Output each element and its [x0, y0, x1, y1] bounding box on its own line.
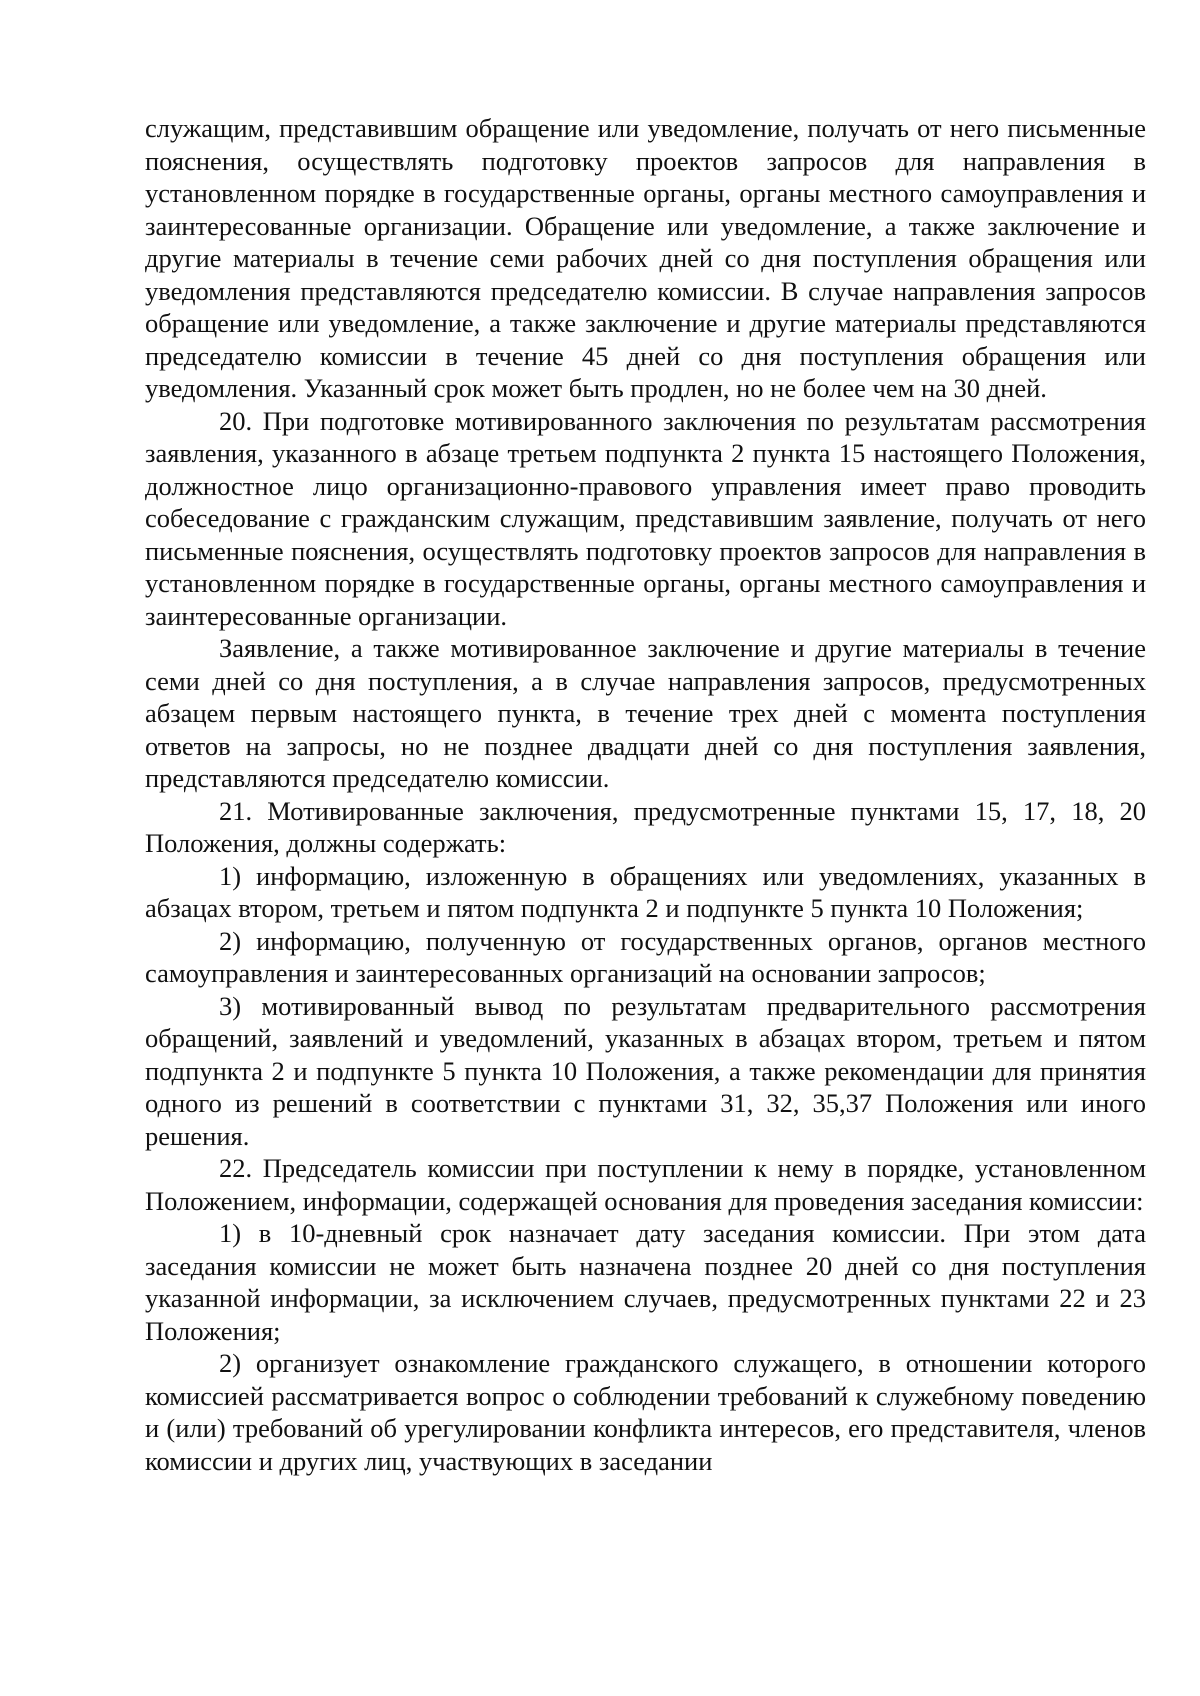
paragraph-item-22-1: 1) в 10-дневный срок назначает дату заседания комиссии. При этом дата заседания комиссии не может быть назначена позднее 20 дней со дня поступления указанной информации, за исключением случаев, предусмотренных пунктами 22 и 23 Положения;	[145, 1218, 1146, 1346]
paragraph-item-21-2: 2) информацию, полученную от государственных органов, органов местного самоуправления и заинтересованных организаций на основании запросов;	[145, 925, 1146, 988]
paragraph-continuation: служащим, представившим обращение или уведомление, получать от него письменные пояснения, осуществлять подготовку проектов запросов для направления в установленном порядке в государственные органы, органы местного самоуправления и заинтересованные организации. Обращение или уведомление, а также заключение и другие материалы в течение семи рабочих дней со дня поступления обращения или уведомления представляются председателю комиссии. В случае направления запросов обращение или уведомление, а также заключение и другие материалы представляются председателю комиссии в течение 45 дней со дня поступления обращения или уведомления. Указанный срок может быть продлен, но не более чем на 30 дней.	[145, 113, 1146, 403]
paragraph-item-21-3: 3) мотивированный вывод по результатам предварительного рассмотрения обращений, заявлений и уведомлений, указанных в абзацах втором, третьем и пятом подпункта 2 и подпункте 5 пункта 10 Положения, а также рекомендации для принятия одного из решений в соответствии с пунктами 31, 32, 35,37 Положения или иного решения.	[145, 990, 1146, 1151]
paragraph-item-21-1: 1) информацию, изложенную в обращениях или уведомлениях, указанных в абзацах втором, третьем и пятом подпункта 2 и подпункте 5 пункта 10 Положения;	[145, 860, 1146, 923]
paragraph-statement: Заявление, а также мотивированное заключение и другие материалы в течение семи дней со дня поступления, а в случае направления запросов, предусмотренных абзацем первым настоящего пункта, в течение трех дней с момента поступления ответов на запросы, но не позднее двадцати дней со дня поступления заявления, представляются председателю комиссии.	[145, 633, 1146, 793]
document-page	[145, 112, 1146, 1477]
paragraph-item-21: 21. Мотивированные заключения, предусмотренные пунктами 15, 17, 18, 20 Положения, должны содержать:	[145, 795, 1146, 858]
paragraph-item-22: 22. Председатель комиссии при поступлении к нему в порядке, установленном Положением, информации, содержащей основания для проведения заседания комиссии:	[145, 1153, 1146, 1216]
paragraph-item-20: 20. При подготовке мотивированного заключения по результатам рассмотрения заявления, указанного в абзаце третьем подпункта 2 пункта 15 настоящего Положения, должностное лицо организационно-правового управления имеет право проводить собеседование с гражданским служащим, представившим заявление, получать от него письменные пояснения, осуществлять подготовку проектов запросов для направления в установленном порядке в государственные органы, органы местного самоуправления и заинтересованные организации.	[145, 405, 1146, 631]
paragraph-item-22-2: 2) организует ознакомление гражданского служащего, в отношении которого комиссией рассматривается вопрос о соблюдении требований к служебному поведению и (или) требований об урегулировании конфликта интересов, его представителя, членов комиссии и других лиц, участвующих в заседании	[145, 1348, 1146, 1476]
